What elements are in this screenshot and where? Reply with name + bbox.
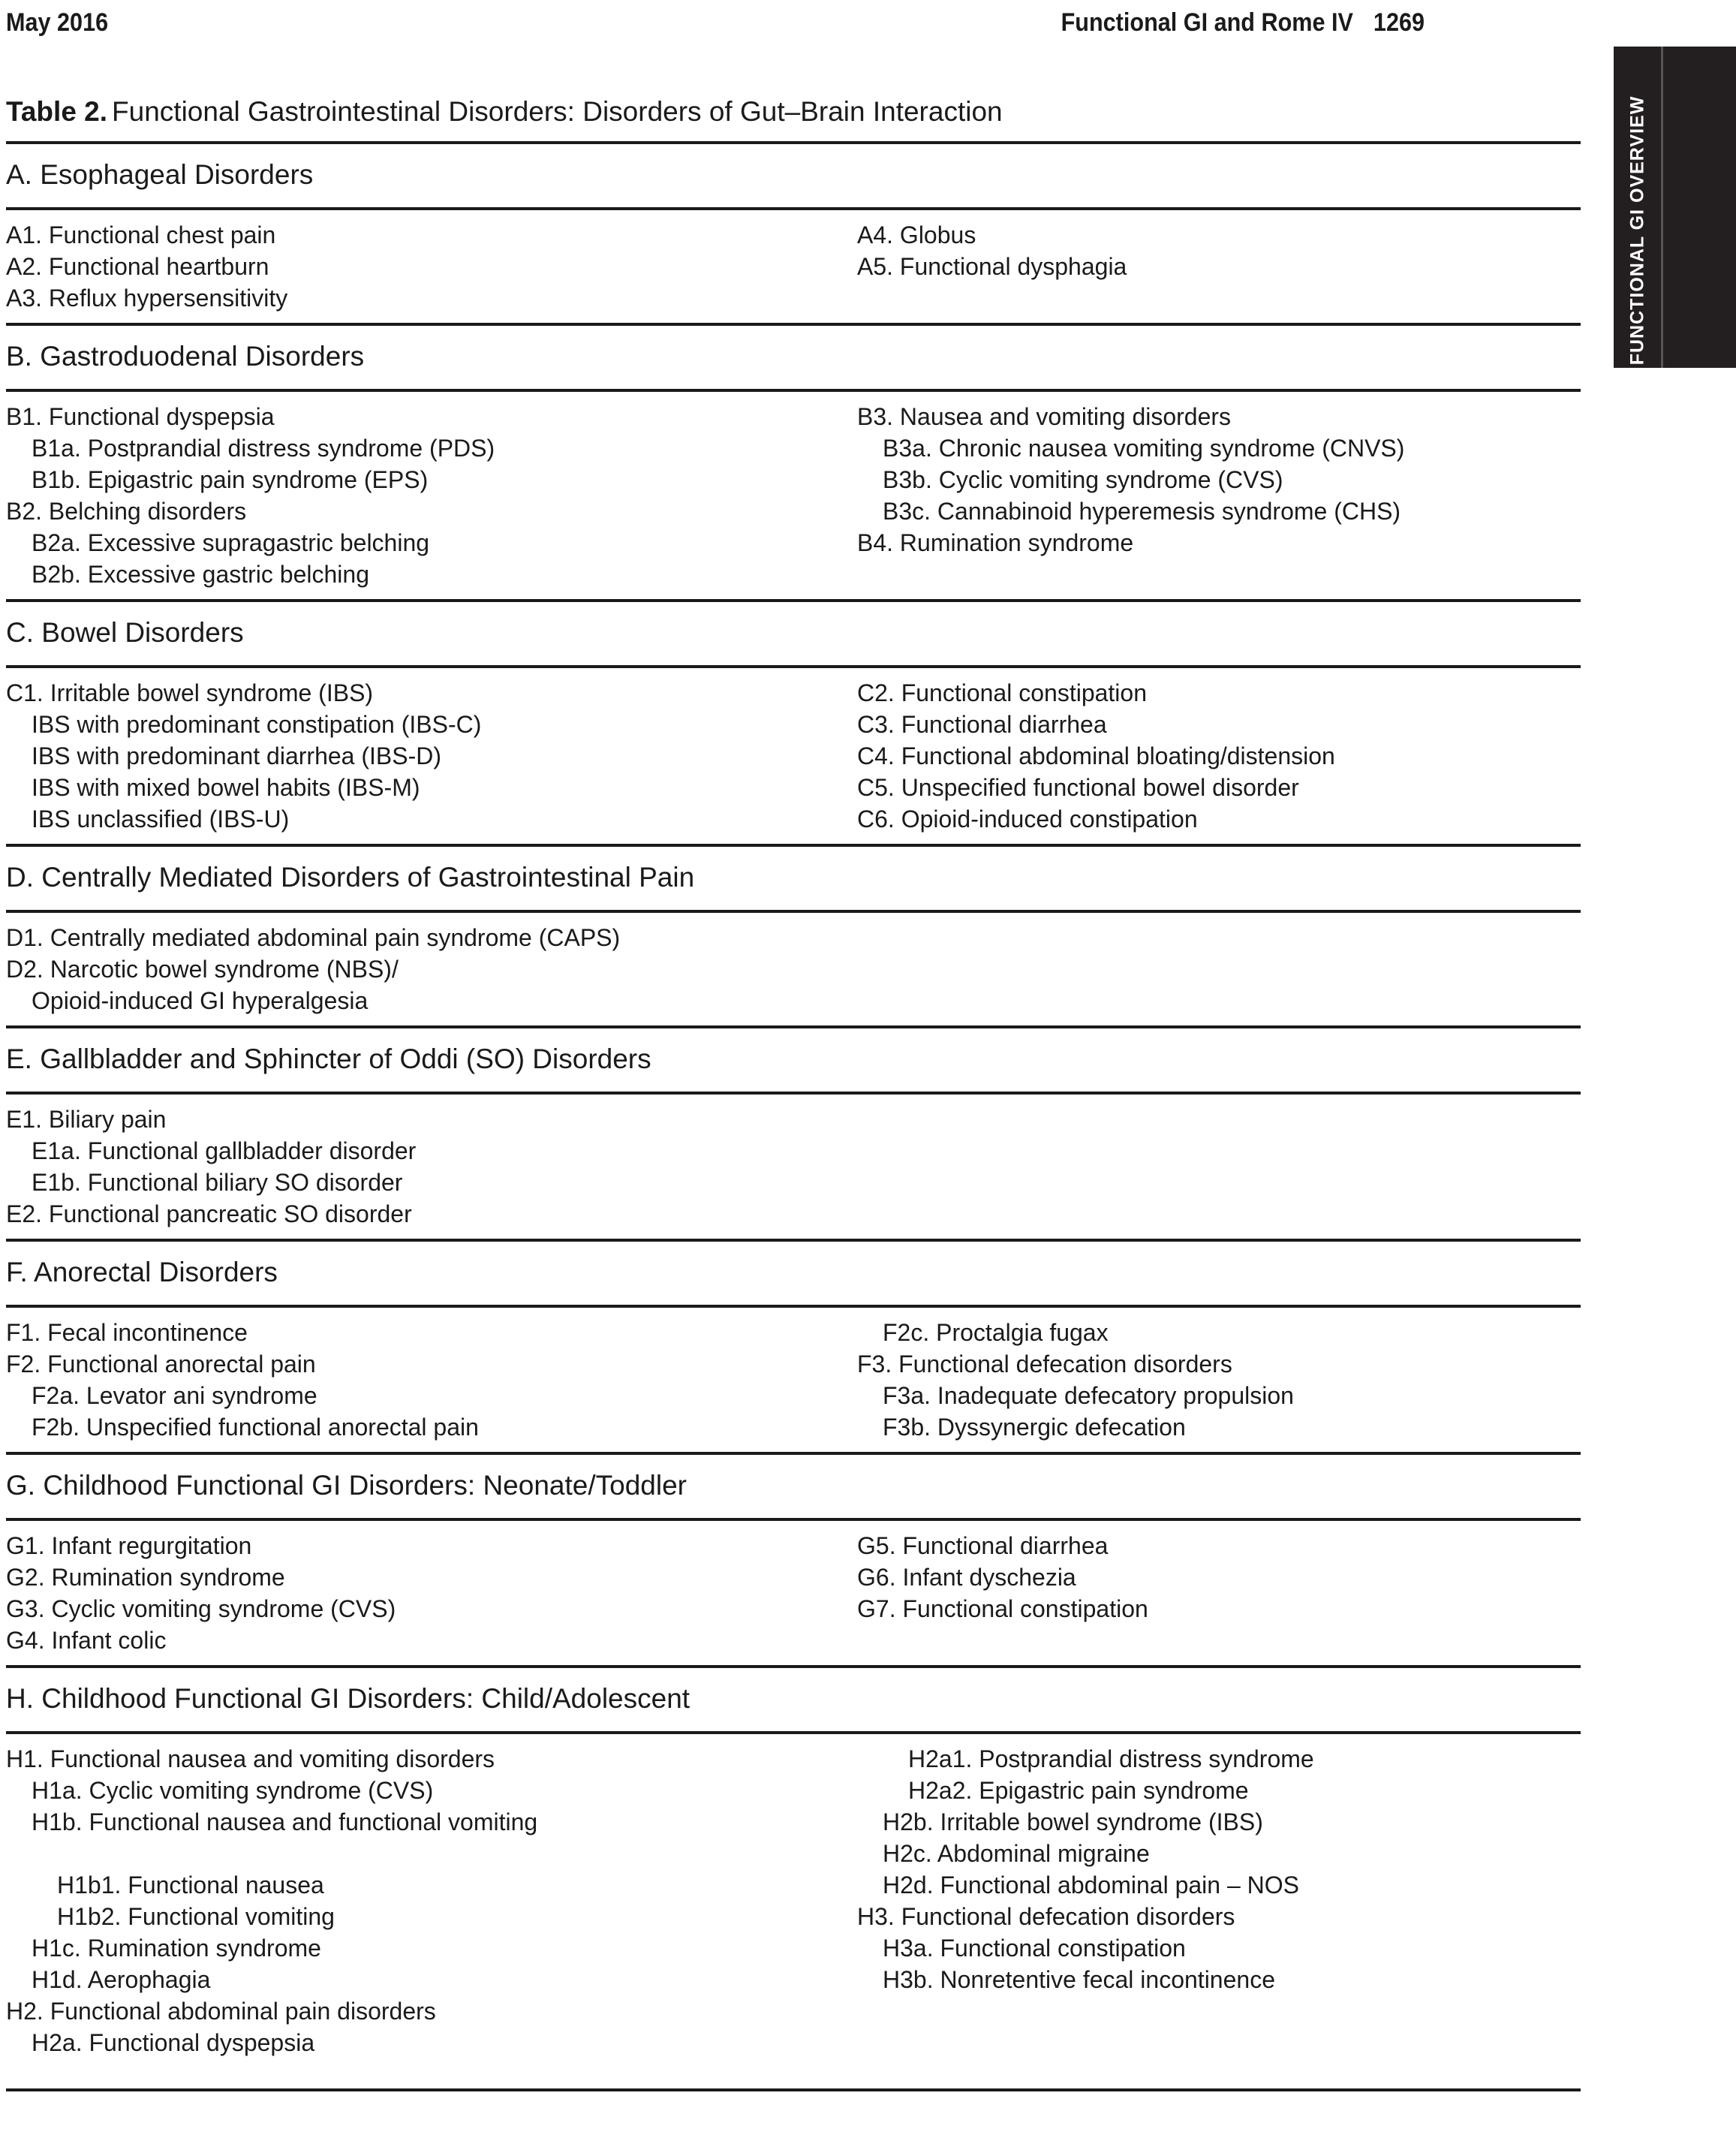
section-heading: C. Bowel Disorders [6, 617, 244, 648]
section-body [6, 1095, 1581, 1239]
disorders-table [6, 89, 1581, 2091]
disorder-entry: E2. Functional pancreatic SO disorder [6, 1200, 412, 1227]
disorder-entry: B3a. Chronic nausea vomiting syndrome (CNVS) [883, 435, 1405, 462]
disorder-entry: C1. Irritable bowel syndrome (IBS) [6, 679, 374, 706]
disorder-entry: H2d. Functional abdominal pain – NOS [883, 1872, 1299, 1899]
disorder-entry: B2. Belching disorders [6, 498, 247, 525]
right-column [857, 401, 1581, 590]
section-body [6, 392, 1581, 599]
disorder-entry: G3. Cyclic vomiting syndrome (CVS) [6, 1595, 396, 1622]
disorder-entry: IBS with predominant diarrhea (IBS-D) [32, 742, 441, 769]
side-tab-divider [1661, 47, 1663, 368]
section-heading: A. Esophageal Disorders [6, 159, 314, 190]
table-title: Functional Gastrointestinal Disorders: Disorders of Gut–Brain Interaction [112, 96, 1003, 127]
disorder-entry: H1. Functional nausea and vomiting disorders [6, 1745, 495, 1772]
section-heading: H. Childhood Functional GI Disorders: Child/Adolescent [6, 1683, 690, 1714]
blank-line [6, 1838, 857, 1869]
disorder-entry: D2. Narcotic bowel syndrome (NBS)/ [6, 956, 399, 983]
disorder-entry: F2b. Unspecified functional anorectal pain [32, 1414, 479, 1441]
disorder-entry: A3. Reflux hypersensitivity [6, 285, 288, 312]
disorder-entry: H1b. Functional nausea and functional vomiting [32, 1808, 538, 1835]
disorder-entry: F2c. Proctalgia fugax [883, 1319, 1109, 1346]
section-body [6, 210, 1581, 323]
disorder-entry: B3. Nausea and vomiting disorders [857, 403, 1232, 430]
left-column [6, 677, 857, 835]
disorder-entry: H1c. Rumination syndrome [32, 1935, 321, 1962]
disorder-entry: C2. Functional constipation [857, 679, 1147, 706]
disorder-entry: G7. Functional constipation [857, 1595, 1148, 1622]
left-column [6, 401, 857, 590]
disorder-entry: B1. Functional dyspepsia [6, 403, 275, 430]
left-column [6, 1743, 857, 2058]
section-side-tab [1614, 47, 1736, 368]
disorder-entry: H3b. Nonretentive fecal incontinence [883, 1966, 1275, 1993]
disorder-entry: H1b1. Functional nausea [57, 1872, 324, 1899]
disorder-entry: F2a. Levator ani syndrome [32, 1382, 317, 1409]
disorder-entry: IBS with predominant constipation (IBS-C) [32, 711, 482, 738]
disorder-entry: C3. Functional diarrhea [857, 711, 1107, 738]
disorder-entry: B1b. Epigastric pain syndrome (EPS) [32, 466, 429, 493]
disorder-entry: B2b. Excessive gastric belching [32, 561, 369, 588]
running-title: Functional GI and Rome IV [1061, 8, 1353, 37]
side-tab-label: FUNCTIONAL GI OVERVIEW [1626, 95, 1648, 366]
disorder-entry: F3. Functional defecation disorders [857, 1351, 1232, 1378]
disorder-entry: A1. Functional chest pain [6, 221, 276, 248]
disorder-entry: A4. Globus [857, 221, 976, 248]
disorder-entry: C5. Unspecified functional bowel disorder [857, 774, 1299, 801]
section-heading: G. Childhood Functional GI Disorders: Neonate/Toddler [6, 1470, 687, 1501]
table-sections [6, 141, 1581, 2067]
disorder-entry: F3a. Inadequate defecatory propulsion [883, 1382, 1294, 1409]
disorder-entry: Opioid-induced GI hyperalgesia [32, 987, 369, 1014]
section-body [6, 1308, 1581, 1452]
disorder-entry: D1. Centrally mediated abdominal pain syndrome (CAPS) [6, 924, 621, 951]
disorder-entry: B3c. Cannabinoid hyperemesis syndrome (CHS) [883, 498, 1401, 525]
running-head [6, 6, 1425, 39]
right-column [857, 922, 1581, 1016]
left-column [6, 922, 857, 1016]
right-column [857, 219, 1581, 314]
disorder-entry: H2c. Abdominal migraine [883, 1840, 1150, 1867]
disorder-entry: IBS with mixed bowel habits (IBS-M) [32, 774, 420, 801]
disorder-entry: G2. Rumination syndrome [6, 1564, 285, 1591]
right-column [857, 1317, 1581, 1443]
disorder-entry: A5. Functional dysphagia [857, 253, 1127, 280]
disorder-entry: B3b. Cyclic vomiting syndrome (CVS) [883, 466, 1283, 493]
disorder-entry: G4. Infant colic [6, 1627, 167, 1654]
right-column [857, 1530, 1581, 1656]
table-caption [6, 89, 1581, 135]
disorder-entry: C6. Opioid-induced constipation [857, 806, 1198, 833]
section-heading: F. Anorectal Disorders [6, 1257, 278, 1287]
left-column [6, 1104, 857, 1230]
section-body [6, 1734, 1581, 2067]
disorder-entry: H2a. Functional dyspepsia [32, 2029, 315, 2056]
disorder-entry: H1d. Aerophagia [32, 1966, 211, 1993]
disorder-entry: H2. Functional abdominal pain disorders [6, 1998, 436, 2025]
left-column [6, 219, 857, 314]
right-column [857, 1104, 1581, 1230]
disorder-entry: H1b2. Functional vomiting [57, 1903, 335, 1930]
disorder-entry: G1. Infant regurgitation [6, 1532, 252, 1559]
disorder-entry: E1b. Functional biliary SO disorder [32, 1169, 403, 1196]
disorder-entry: E1. Biliary pain [6, 1106, 167, 1133]
disorder-entry: H2a2. Epigastric pain syndrome [908, 1777, 1249, 1804]
disorder-entry: H2a1. Postprandial distress syndrome [908, 1745, 1314, 1772]
table-bottom-rule [6, 2088, 1581, 2091]
table-label: Table 2. [6, 96, 108, 127]
section-body [6, 1521, 1581, 1665]
section-body [6, 913, 1581, 1025]
disorder-entry: C4. Functional abdominal bloating/distension [857, 742, 1335, 769]
disorder-entry: E1a. Functional gallbladder disorder [32, 1137, 417, 1164]
disorder-entry: B2a. Excessive supragastric belching [32, 529, 430, 556]
section-body [6, 668, 1581, 844]
right-column [857, 677, 1581, 835]
section-heading: E. Gallbladder and Sphincter of Oddi (SO) Disorders [6, 1043, 651, 1074]
disorder-entry: G6. Infant dyschezia [857, 1564, 1076, 1591]
left-column [6, 1530, 857, 1656]
page-number: 1269 [1373, 8, 1425, 37]
disorder-entry: H3. Functional defecation disorders [857, 1903, 1235, 1930]
disorder-entry: F1. Fecal incontinence [6, 1319, 248, 1346]
right-column [857, 1743, 1581, 2058]
disorder-entry: A2. Functional heartburn [6, 253, 269, 280]
issue-date: May 2016 [6, 8, 109, 37]
disorder-entry: B1a. Postprandial distress syndrome (PDS) [32, 435, 495, 462]
disorder-entry: B4. Rumination syndrome [857, 529, 1134, 556]
disorder-entry: H1a. Cyclic vomiting syndrome (CVS) [32, 1777, 434, 1804]
disorder-entry: F3b. Dyssynergic defecation [883, 1414, 1186, 1441]
left-column [6, 1317, 857, 1443]
disorder-entry: IBS unclassified (IBS-U) [32, 806, 290, 833]
disorder-entry: F2. Functional anorectal pain [6, 1351, 316, 1378]
running-title-group [1061, 8, 1425, 38]
disorder-entry: H3a. Functional constipation [883, 1935, 1186, 1962]
section-heading: D. Centrally Mediated Disorders of Gastrointestinal Pain [6, 862, 695, 893]
section-heading: B. Gastroduodenal Disorders [6, 341, 365, 372]
disorder-entry: H2b. Irritable bowel syndrome (IBS) [883, 1808, 1263, 1835]
disorder-entry: G5. Functional diarrhea [857, 1532, 1109, 1559]
